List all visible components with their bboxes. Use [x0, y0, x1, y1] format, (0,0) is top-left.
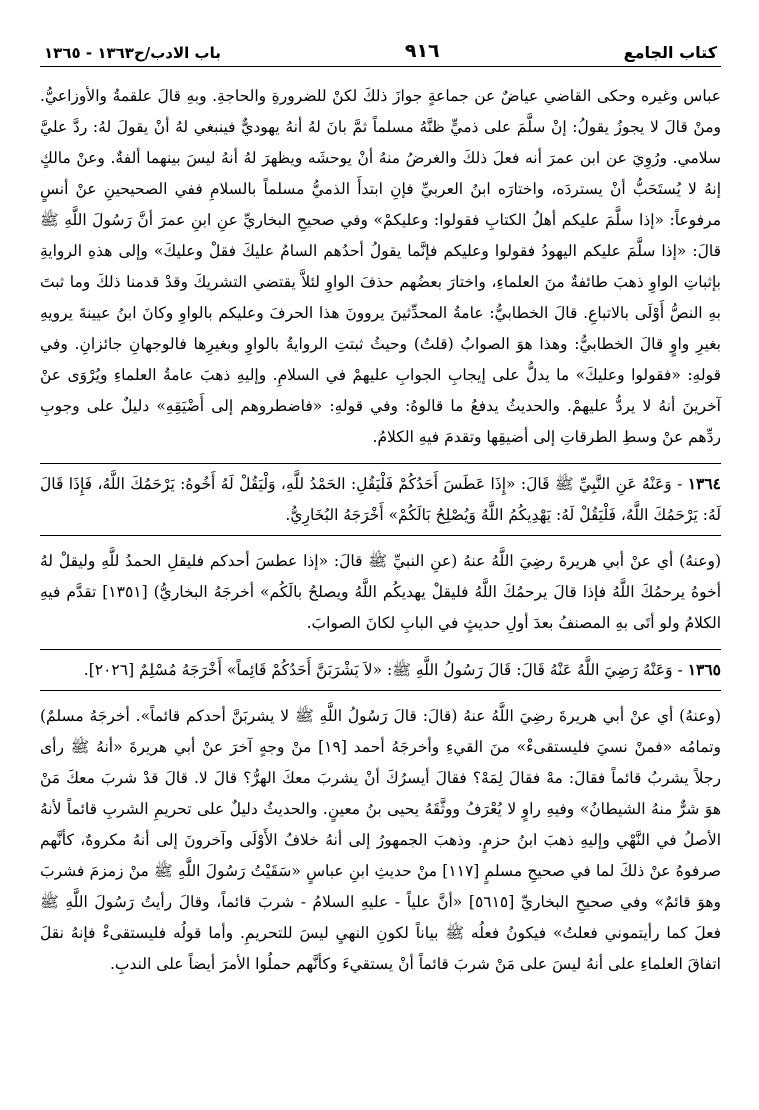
hadith-number: ١٣٦٤: [687, 474, 721, 493]
sharh-paragraph: (وعنهُ) أي عنْ أبي هريرةَ رضِيَ اللَّهُ عنهُ (عنِ النبيِّ ﷺ قالَ: «إذا عطسَ أحدكم فليقلِ الحمدُ للَّهِ وليقلْ لهُ أخوهُ يرحمُكَ اللَّهُ فإذا قالَ يرحمُكَ اللَّهُ فليقلْ يهديكُم اللَّهُ ويصلحُ بالَكُم» أخرجَهُ البخاريُّ) [١٣٥١] تقدَّم فيهِ الكلامُ ولو أتَى بهِ المصنفُ بعدَ أولِ حديثٍ في البابِ لكانَ الصوابَ.: [40, 552, 721, 632]
intro-paragraph: عباس وغيره وحكى القاضي عياضٌ عن جماعةٍ جوازَ ذلكَ لكنْ للضرورةِ والحاجةِ. وبهِ قالَ علقمةُ والأوزاعيُّ. ومنْ قالَ لا يجوزُ يقولُ: إنْ سلَّمَ على ذميٍّ ظنَّهُ مسلماً ثمَّ بانَ لهُ أنهُ يهوديٌّ فينبغي لهُ أنْ يقولَ لهُ: ردَّ عليَّ سلامي. ورُوِيَ عن ابن عمرَ أنه فعلَ ذلكَ والغرضُ منهُ أنْ يوحشَه ويظهرَ لهُ أنهُ ليسَ بينهما ألفةٌ. وعنْ مالكٍ إنهُ لا يُستَحَبُّ أنْ يستردَه، واختارَه ابنُ العربيِّ فإنِ ابتدأَ الذميُّ مسلماً بالسلامِ ففي الصحيحينِ عنْ أنسٍ مرفوعاً: «إذا سلَّمَ عليكم أهلُ الكتابِ فقولوا: وعليكمْ» وفي صحيحِ البخاريِّ عنِ ابنِ عمرَ أنَّ رَسُولَ اللَّهِ ﷺ قالَ: «إذا سلَّمَ عليكم اليهودُ فقولوا وعليكم فإنَّما يقولُ أحدُهم السامُ عليكَ فقلْ وعليكَ» وإلى هذهِ الروايةِ بإثباتِ الواوِ ذهبَ طائفةٌ منَ العلماءِ، واختارَ بعضُهم حذفَ الواوِ لئلاَّ يقتضي التشريكَ وقدْ قدمنا ذلكَ وما ثبتَ بهِ النصُّ أَوْلَى بالاتباعِ. قالَ الخطابيُّ: عامةُ المحدِّثينَ يروونَ هذا الحرفَ وعليكم بالواوِ وكانَ ابنُ عيينةَ يرويهِ بغيرِ واوٍ قالَ الخطابيُّ: وهذا هوَ الصوابُ (قلتُ) وحيثُ ثبتتِ الروايةُ بالواوِ وبغيرِها فالوجهانِ جائزانِ. وفي قولهِ: «فقولوا وعليكَ» ما يدلُّ على إيجابِ الجوابِ عليهمْ في السلامِ. وإليهِ ذهبَ عامةُ العلماءِ ويُرْوَى عنْ آخرينَ أنهُ لا يردُّ عليهمْ. والحديثُ يدفعُ ما قالوهُ: وفي قولهِ: «فاضطروهم إلى أَضْيَقِهِ» دليلٌ على وجوبِ ردِّهم عنْ وسطِ الطرقاتِ إلى أضيقِها وتقدمَ فيهِ الكلامُ.: [40, 87, 721, 446]
hadith-1364-paragraph: [40, 468, 721, 531]
hadith-text: - وَعَنْهُ رَضِيَ اللَّهُ عَنْهُ قَالَ: قَالَ رَسُولُ اللَّهِ ﷺ: «لاَ يَشْرَبَنَّ أَحَدُكُمْ قَائِماً» أَخْرَجَهُ مُسْلِمٌ [٢٠٢٦].: [83, 661, 683, 679]
sharh-1364: [40, 546, 721, 639]
hadith-text: - وَعَنْهُ عَنِ النَّبِيِّ ﷺ قَالَ: «إِذَا عَطَسَ أَحَدُكُمْ فَلْيَقُلِ: الحَمْدُ للَّهِ، وَلْيَقُلْ لَهُ أَخُوهُ: يَرْحَمُكَ اللَّهُ، فَإِذَا قَالَ لَهُ: يَرْحَمُكَ اللَّهُ، فَلْيَقُلْ لَهُ: يَهْدِيكُمُ اللَّهُ وَيُصْلِحُ بَالَكُمْ» أَخْرَجَهُ البُخَارِيُّ.: [40, 475, 721, 524]
book-title: كتاب الجامع: [623, 43, 717, 62]
sharh-paragraph: (وعنهُ) أي عنْ أبي هريرةَ رضِيَ اللَّهُ عنهُ (قالَ: قالَ رَسُولُ اللَّهِ ﷺ لا يشربَنَّ أحدكم قائماً». أخرجَهُ مسلمٌ) وتمامُه «فمنْ نسيَ فليستقىءْ» منَ القيءِ وأخرجَهُ أحمد [١٩] منْ وجهٍ آخرَ عنْ أبي هريرةَ «أنهُ ﷺ رأى رجلاً يشربُ قائماً فقالَ: مهْ فقالَ لِمَهْ؟ فقالَ أيسرُكَ أنْ يشربَ معكَ الهرُّ؟ قالَ لا. قالَ قدْ شربَ معكَ مَنْ هوَ شرٌّ منهُ الشيطانُ» وفيهِ راوٍ لا يُعْرَفُ ووثَّقَهُ يحيى بنُ معينٍ. والحديثُ دليلٌ على تحريمِ الشربِ قائماً لأنهُ الأصلُ في النَّهْي وإليهِ ذهبَ ابنُ حزمٍ. وذهبَ الجمهورُ إلى أنهُ خلافُ الأَوْلَى وآخرونَ إلى أنهُ مكروهٌ، كأنَّهم صرفوهُ عنْ ذلكَ لما في صحيحِ مسلمٍ [١١٧] منْ حديثِ ابنِ عباسٍ «سَقَيْتُ رَسُولَ اللَّهِ ﷺ منْ زمزمَ فشربَ وهوَ قائمٌ» وفي صحيحِ البخاريِّ [٥٦١٥] «أنَّ علياً - عليهِ السلامُ - شربَ قائماً، وقالَ رأيتُ رَسُولَ اللَّهِ ﷺ فعلَ كما رأيتموني فعلتُ» فيكونُ فعلُه ﷺ بياناً لكونِ النهيِ ليسَ للتحريمِ. وأما قولُه فليستقىءْ فإنهُ نقلَ اتفاقَ العلماءِ على أنهُ ليسَ على مَنْ شربَ قائماً أنْ يستقيءَ وكأنَّهم حملُوا الأمرَ أيضاً على الندبِ.: [40, 707, 721, 973]
hadith-1365: [40, 649, 721, 691]
chapter-title: باب الادب/ح١٣٦٣ - ١٣٦٥: [44, 44, 221, 62]
intro-commentary: [40, 81, 721, 453]
hadith-1364: [40, 463, 721, 536]
hadith-number: ١٣٦٥: [687, 660, 721, 679]
hadith-1365-paragraph: [40, 654, 721, 686]
sharh-1365: [40, 701, 721, 980]
page-number: ٩١٦: [404, 40, 440, 62]
page-header: [40, 22, 721, 67]
